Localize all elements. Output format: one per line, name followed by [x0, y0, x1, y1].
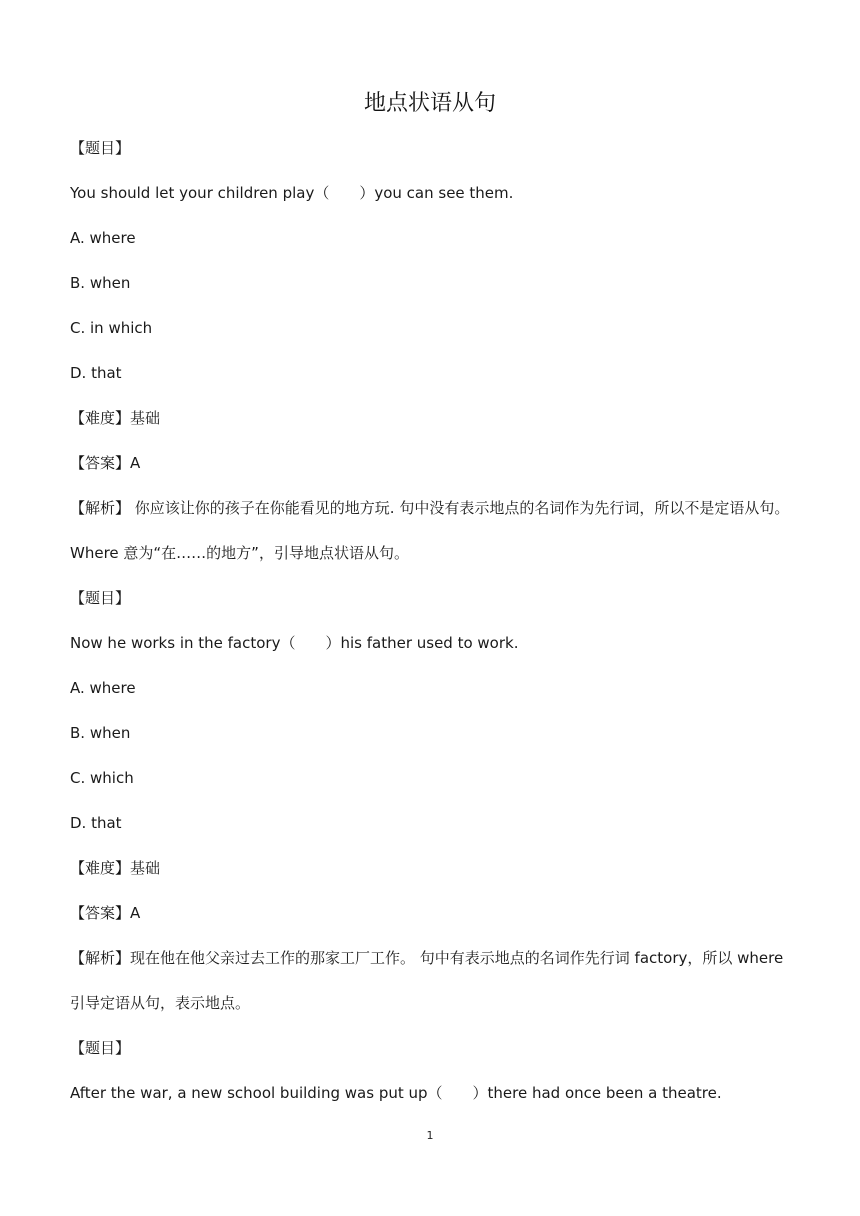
difficulty-line: [70, 854, 800, 899]
question-stem: After the war, a new school building was put up（ ）there had once been a theatre.: [70, 1084, 722, 1102]
option-b: B. when: [70, 724, 131, 742]
question-heading: 【题目】: [70, 139, 131, 157]
analysis-line: [70, 494, 800, 539]
question-stem: Now he works in the factory（ ）his father used to work.: [70, 634, 519, 652]
question-heading: 【题目】: [70, 1039, 131, 1057]
answer-label: 【答案】: [70, 454, 131, 472]
difficulty-value: 基础: [130, 859, 161, 877]
option-c: C. in which: [70, 319, 153, 337]
difficulty-line: [70, 404, 800, 449]
option-c: C. which: [70, 769, 134, 787]
option-a: A. where: [70, 229, 136, 247]
question-stem: You should let your children play（ ）you can see them.: [70, 184, 514, 202]
analysis-continuation: 引导定语从句，表示地点。: [70, 994, 251, 1012]
analysis-continuation: Where 意为“在……的地方”，引导地点状语从句。: [70, 544, 409, 562]
answer-line: [70, 449, 800, 494]
option-d: D. that: [70, 364, 122, 382]
analysis-text: 现在他在他父亲过去工作的那家工厂工作。 句中有表示地点的名词作先行词 factory，所以 where: [130, 949, 784, 967]
difficulty-label: 【难度】: [70, 859, 131, 877]
answer-value: A: [130, 454, 141, 472]
answer-label: 【答案】: [70, 904, 131, 922]
analysis-label: 【解析】: [70, 499, 131, 517]
question-heading: 【题目】: [70, 589, 131, 607]
option-b: B. when: [70, 274, 131, 292]
answer-line: [70, 899, 800, 944]
answer-value: A: [130, 904, 141, 922]
analysis-text: 你应该让你的孩子在你能看见的地方玩. 句中没有表示地点的名词作为先行词，所以不是定语从句。: [130, 499, 790, 517]
difficulty-label: 【难度】: [70, 409, 131, 427]
page-title: 地点状语从句: [363, 91, 496, 116]
document-body: [70, 134, 800, 1124]
page-number: 1: [426, 1129, 434, 1142]
option-d: D. that: [70, 814, 122, 832]
analysis-line: [70, 944, 800, 989]
difficulty-value: 基础: [130, 409, 161, 427]
option-a: A. where: [70, 679, 136, 697]
analysis-label: 【解析】: [70, 949, 131, 967]
